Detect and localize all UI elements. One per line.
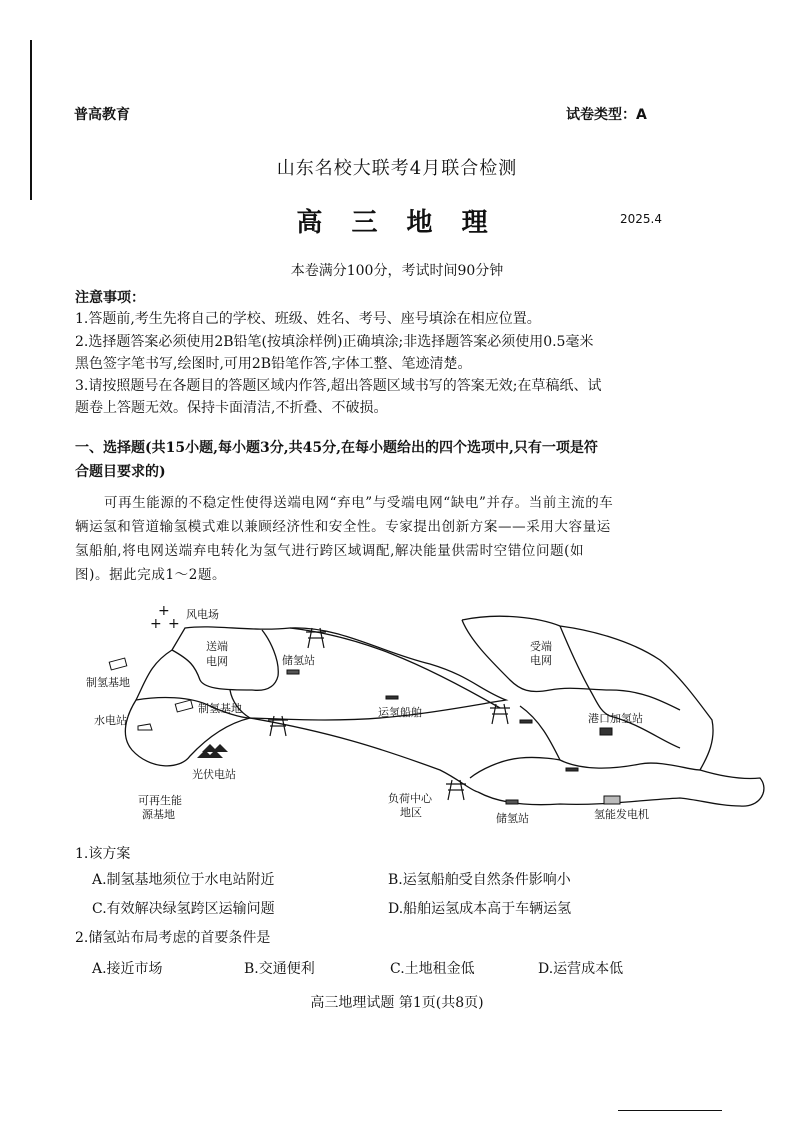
svg-text:+: + [150,616,162,632]
notes-line: 题卷上答题无效。保持卡面清洁,不折叠、不破损。 [75,400,388,416]
ship-icon [566,768,578,771]
storage-tank-icon [287,670,299,674]
option-2c[interactable]: C.土地租金低 [390,961,475,977]
option-1b[interactable]: B.运氢船舶受自然条件影响小 [388,872,571,888]
map-region-boundary [262,630,278,676]
option-2d[interactable]: D.运营成本低 [538,961,624,977]
map-west-boundary [125,627,506,766]
ship-icon [386,696,398,699]
map-label-h2-generator: 氢能发电机 [594,808,649,821]
notes-line: 3.请按照题号在各题目的答题区域内作答,超出答题区域书写的答案无效;在草稿纸、试 [75,378,602,394]
option-2b[interactable]: B.交通便利 [244,961,315,977]
map-region-boundary [462,620,680,710]
svg-text:+: + [168,616,180,632]
exam-series-title: 山东名校大联考4月联合检测 [276,158,518,179]
map-label-recv-grid: 电网 [530,654,552,667]
option-1a[interactable]: A.制氢基地须位于水电站附近 [92,872,275,888]
map-label-storage-station: 储氢站 [496,812,529,825]
map-label-ship: 运氢船舶 [378,706,422,719]
solar-panel-icon [197,744,228,758]
publisher-tag: 普高教育 [74,107,130,123]
map-region-boundary [470,757,560,778]
notes-line: 1.答题前,考生先将自己的学校、班级、姓名、考号、座号填涂在相应位置。 [75,311,541,327]
passage-line: 辆运氢和管道输氢模式难以兼顾经济性和安全性。专家提出创新方案——采用大容量运 [75,519,611,535]
question-stem: 1.该方案 [75,846,131,862]
map-label-load-center: 地区 [400,806,422,819]
h2-plant-icon [109,658,127,670]
map-label-hydro: 水电站 [94,714,127,727]
page-footer: 高三地理试题 第1页(共8页) [310,995,484,1011]
section-heading: 一、选择题(共15小题,每小题3分,共45分,在每小题给出的四个选项中,只有一项是符 [75,440,598,456]
question-stem: 2.储氢站布局考虑的首要条件是 [75,930,271,946]
ship-icon [520,720,532,723]
map-label-wind-farm: 风电场 [186,608,219,621]
map-label-storage-station: 储氢站 [282,654,315,667]
generator-icon [604,796,620,804]
option-1c[interactable]: C.有效解决绿氢跨区运输问题 [92,901,275,917]
map-label-load-center: 负荷中心 [388,792,432,805]
h2-plant-icon [175,700,193,712]
transmission-tower-icon [490,704,510,724]
passage-line: 氢船舶,将电网送端弃电转化为氢气进行跨区域调配,解决能量供需时空错位问题(如 [75,543,585,559]
option-2a[interactable]: A.接近市场 [92,961,163,977]
map-label-port-station: 港口加氢站 [588,712,643,725]
map-label-h2-base: 制氢基地 [86,676,130,689]
map-label-send-grid: 电网 [206,655,228,668]
storage-tank-icon [506,800,518,804]
map-label-solar: 光伏电站 [192,768,236,781]
hydro-dam-icon [138,724,152,730]
option-1d[interactable]: D.船舶运氢成本高于车辆运氢 [388,901,572,917]
map-label-renew-base: 源基地 [142,808,175,821]
map-label-h2-base: 制氢基地 [198,702,242,715]
bottom-rule [618,1110,722,1111]
svg-text:+: + [158,603,170,619]
passage-line: 可再生能源的不稳定性使得送端电网“弃电”与受端电网“缺电”并存。当前主流的车 [104,495,614,511]
notes-line: 2.选择题答案必须使用2B铅笔(按填涂样例)正确填涂;非选择题答案必须使用0.5毫米 [75,334,594,350]
map-label-recv-grid: 受端 [530,640,552,653]
notes-line: 黑色签字笔书写,绘图时,可用2B铅笔作答,字体工整、笔迹清楚。 [75,356,472,372]
wind-turbine-icon [150,603,180,632]
subject-title: 高 三 地 理 [296,208,498,238]
passage-line: 图)。据此完成1～2题。 [75,567,227,583]
hydrogen-transport-map [0,600,794,836]
notes-heading: 注意事项： [75,290,145,306]
section-heading-cont: 合题目要求的) [75,464,166,480]
map-label-renew-base: 可再生能 [138,794,182,807]
map-label-send-grid: 送端 [206,640,228,653]
score-time-info: 本卷满分100分，考试时间90分钟 [290,263,504,279]
paper-type-tag: 试卷类型：A [566,107,647,123]
map-region-boundary [560,626,590,690]
port-station-icon [600,728,612,735]
exam-date: 2025.4 [620,212,662,226]
